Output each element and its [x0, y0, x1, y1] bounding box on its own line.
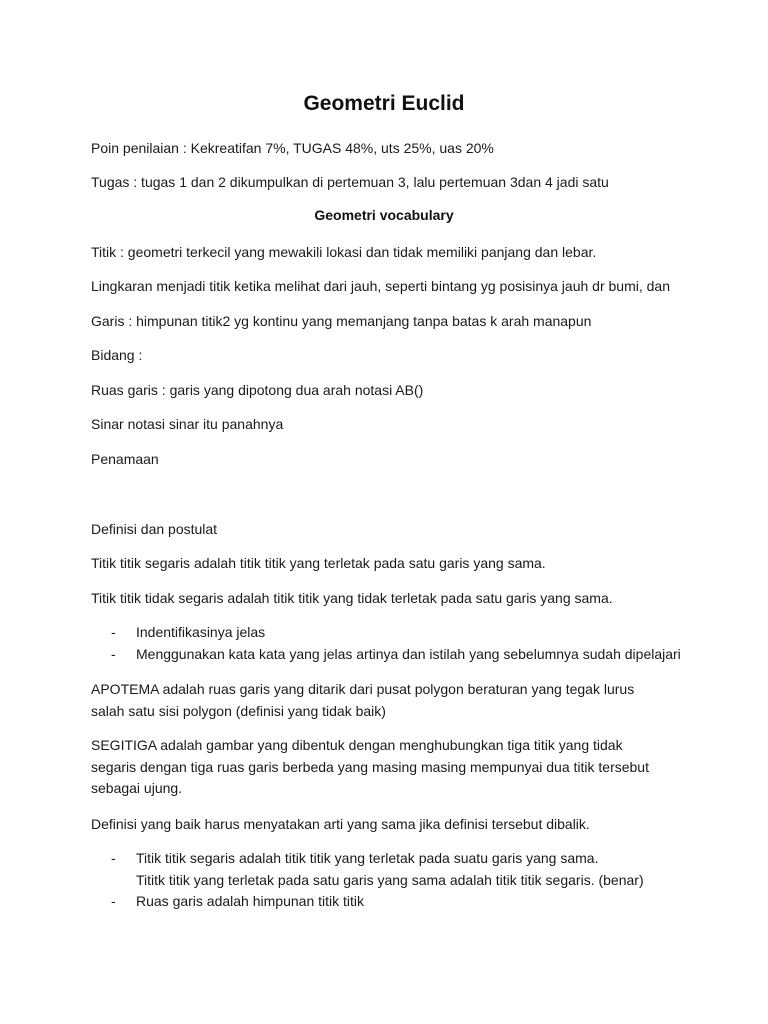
- paragraph-segaris: Titik titik segaris adalah titik titik yang terletak pada satu garis yang sama.: [91, 555, 546, 571]
- paragraph-lingkaran: Lingkaran menjadi titik ketika melihat dari jauh, seperti bintang yg posisinya jauh dr bumi, dan: [91, 278, 670, 294]
- paragraph-tugas: Tugas : tugas 1 dan 2 dikumpulkan di pertemuan 3, lalu pertemuan 3dan 4 jadi satu: [91, 174, 609, 190]
- paragraph-definisi-baik: Definisi yang baik harus menyatakan arti yang sama jika definisi tersebut dibalik.: [91, 816, 590, 832]
- list-item-text: Menggunakan kata kata yang jelas artinya dan istilah yang sebelumnya sudah dipelajari: [136, 646, 681, 662]
- list-bullet: -: [111, 624, 116, 640]
- paragraph-definisi-postulat: Definisi dan postulat: [91, 521, 218, 537]
- list-bullet: -: [111, 850, 116, 866]
- paragraph-garis: Garis : himpunan titik2 yg kontinu yang memanjang tanpa batas k arah manapun: [91, 313, 592, 329]
- paragraph-penamaan: Penamaan: [91, 451, 159, 467]
- paragraph-apotema: APOTEMA adalah ruas garis yang ditarik dari pusat polygon beraturan yang tegak lurus salah satu sisi polygon (definisi yang tidak baik): [91, 681, 635, 719]
- paragraph-ruas-garis: Ruas garis : garis yang dipotong dua arah notasi AB(): [91, 382, 424, 398]
- paragraph-bidang: Bidang :: [91, 347, 143, 363]
- section-heading-vocabulary: Geometri vocabulary: [314, 207, 454, 223]
- page-title: Geometri Euclid: [303, 92, 465, 115]
- list-bullet: -: [111, 893, 116, 909]
- list-item-text: Tititk titik yang terletak pada satu garis yang sama adalah titik titik segaris. (benar): [136, 872, 644, 888]
- paragraph-tidak-segaris: Titik titik tidak segaris adalah titik titik yang tidak terletak pada satu garis yang sama.: [91, 590, 613, 606]
- list-item-text: Ruas garis adalah himpunan titik titik: [136, 893, 365, 909]
- paragraph-segitiga: SEGITIGA adalah gambar yang dibentuk dengan menghubungkan tiga titik yang tidak segaris dengan tiga ruas garis berbeda yang masing masing mempunyai dua titik tersebut sebagai ujung.: [91, 737, 649, 796]
- paragraph-poin-penilaian: Poin penilaian : Kekreatifan 7%, TUGAS 48%, uts 25%, uas 20%: [91, 140, 494, 156]
- paragraph-sinar: Sinar notasi sinar itu panahnya: [91, 416, 284, 432]
- list-bullet: -: [111, 646, 116, 662]
- paragraph-titik: Titik : geometri terkecil yang mewakili lokasi dan tidak memiliki panjang dan lebar.: [91, 244, 597, 260]
- list-item-text: Titik titik segaris adalah titik titik yang terletak pada suatu garis yang sama.: [136, 850, 599, 866]
- list-item-text: Indentifikasinya jelas: [136, 624, 266, 640]
